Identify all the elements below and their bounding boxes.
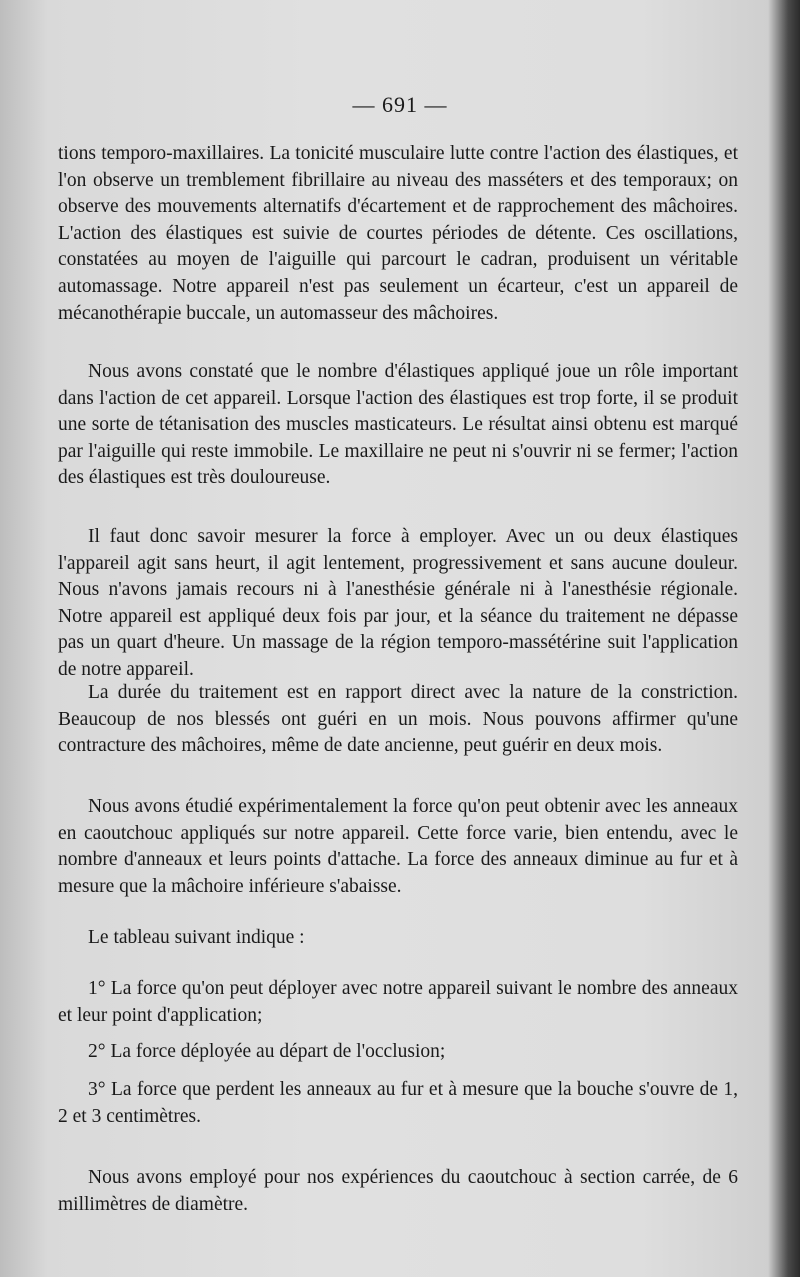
list-item-text: La force que perdent les anneaux au fur et à mesure que la bouche s'ouvre de 1, 2 et 3 centimètres. bbox=[58, 1079, 738, 1127]
paragraph-table-intro: Le tableau suivant indique : bbox=[88, 927, 305, 948]
list-item-number: 1° bbox=[88, 978, 106, 999]
paragraph-experimental-study: Nous avons étudié expérimentalement la force qu'on peut obtenir avec les anneaux en caoutchouc appliqués sur notre appareil. Cette force varie, bien entendu, avec le nombre d'anneaux et leurs points d'attache. La force des anneaux diminue au fur et à mesure que la mâchoire inférieure s'abaisse. bbox=[58, 796, 738, 897]
list-item-text: La force déployée au départ de l'occlusion; bbox=[110, 1041, 446, 1062]
list-item bbox=[58, 1077, 738, 1130]
paragraph-continuation: tions temporo-maxillaires. La tonicité musculaire lutte contre l'action des élastiques, et l'on observe un tremblement fibrillaire au niveau des masséters et des temporaux; on observe des mouvements alternatifs d'écartement et de rapprochement des mâchoires. L'action des élastiques est suivie de courtes périodes de détente. Ces oscillations, constatées au moyen de l'aiguille qui parcourt le cadran, produisent un véritable automassage. Notre appareil n'est pas seulement un écarteur, c'est un appareil de mécanothérapie buccale, un automasseur des mâchoires. bbox=[58, 143, 738, 324]
paragraph-elastic-count: Nous avons constaté que le nombre d'élastiques appliqué joue un rôle important dans l'action de cet appareil. Lorsque l'action des élastiques est trop forte, il se produit une sorte de tétanisation des muscles masticateurs. Le résultat ainsi obtenu est marqué par l'aiguille qui reste immobile. Le maxillaire ne peut ni s'ouvrir ni se fermer; l'action des élastiques est très douloureuse. bbox=[58, 361, 738, 489]
list-item-number: 2° bbox=[88, 1041, 106, 1062]
list-item bbox=[58, 1039, 738, 1066]
page-number: — 691 — bbox=[352, 92, 448, 117]
list-item-number: 3° bbox=[88, 1079, 106, 1100]
paragraph-force-measure: Il faut donc savoir mesurer la force à employer. Avec un ou deux élastiques l'appareil agit sans heurt, il agit lentement, progressivement et sans aucune douleur. Nous n'avons jamais recours ni à l'anesthésie générale ni à l'anesthésie régionale. Notre appareil est appliqué deux fois par jour, et la séance du traitement ne dépasse pas un quart d'heure. Un massage de la région temporo-massétérine suit l'application de notre appareil. bbox=[58, 526, 738, 680]
list-item-text: La force qu'on peut déployer avec notre appareil suivant le nombre des anneaux et leur point d'application; bbox=[58, 978, 738, 1026]
list-item bbox=[58, 976, 738, 1029]
paragraph-treatment-duration: La durée du traitement est en rapport direct avec la nature de la constriction. Beaucoup de nos blessés ont guéri en un mois. Nous pouvons affirmer qu'une contracture des mâchoires, même de date ancienne, peut guérir en deux mois. bbox=[58, 682, 738, 757]
paragraph-closing: Nous avons employé pour nos expériences du caoutchouc à section carrée, de 6 millimètres de diamètre. bbox=[58, 1167, 738, 1215]
